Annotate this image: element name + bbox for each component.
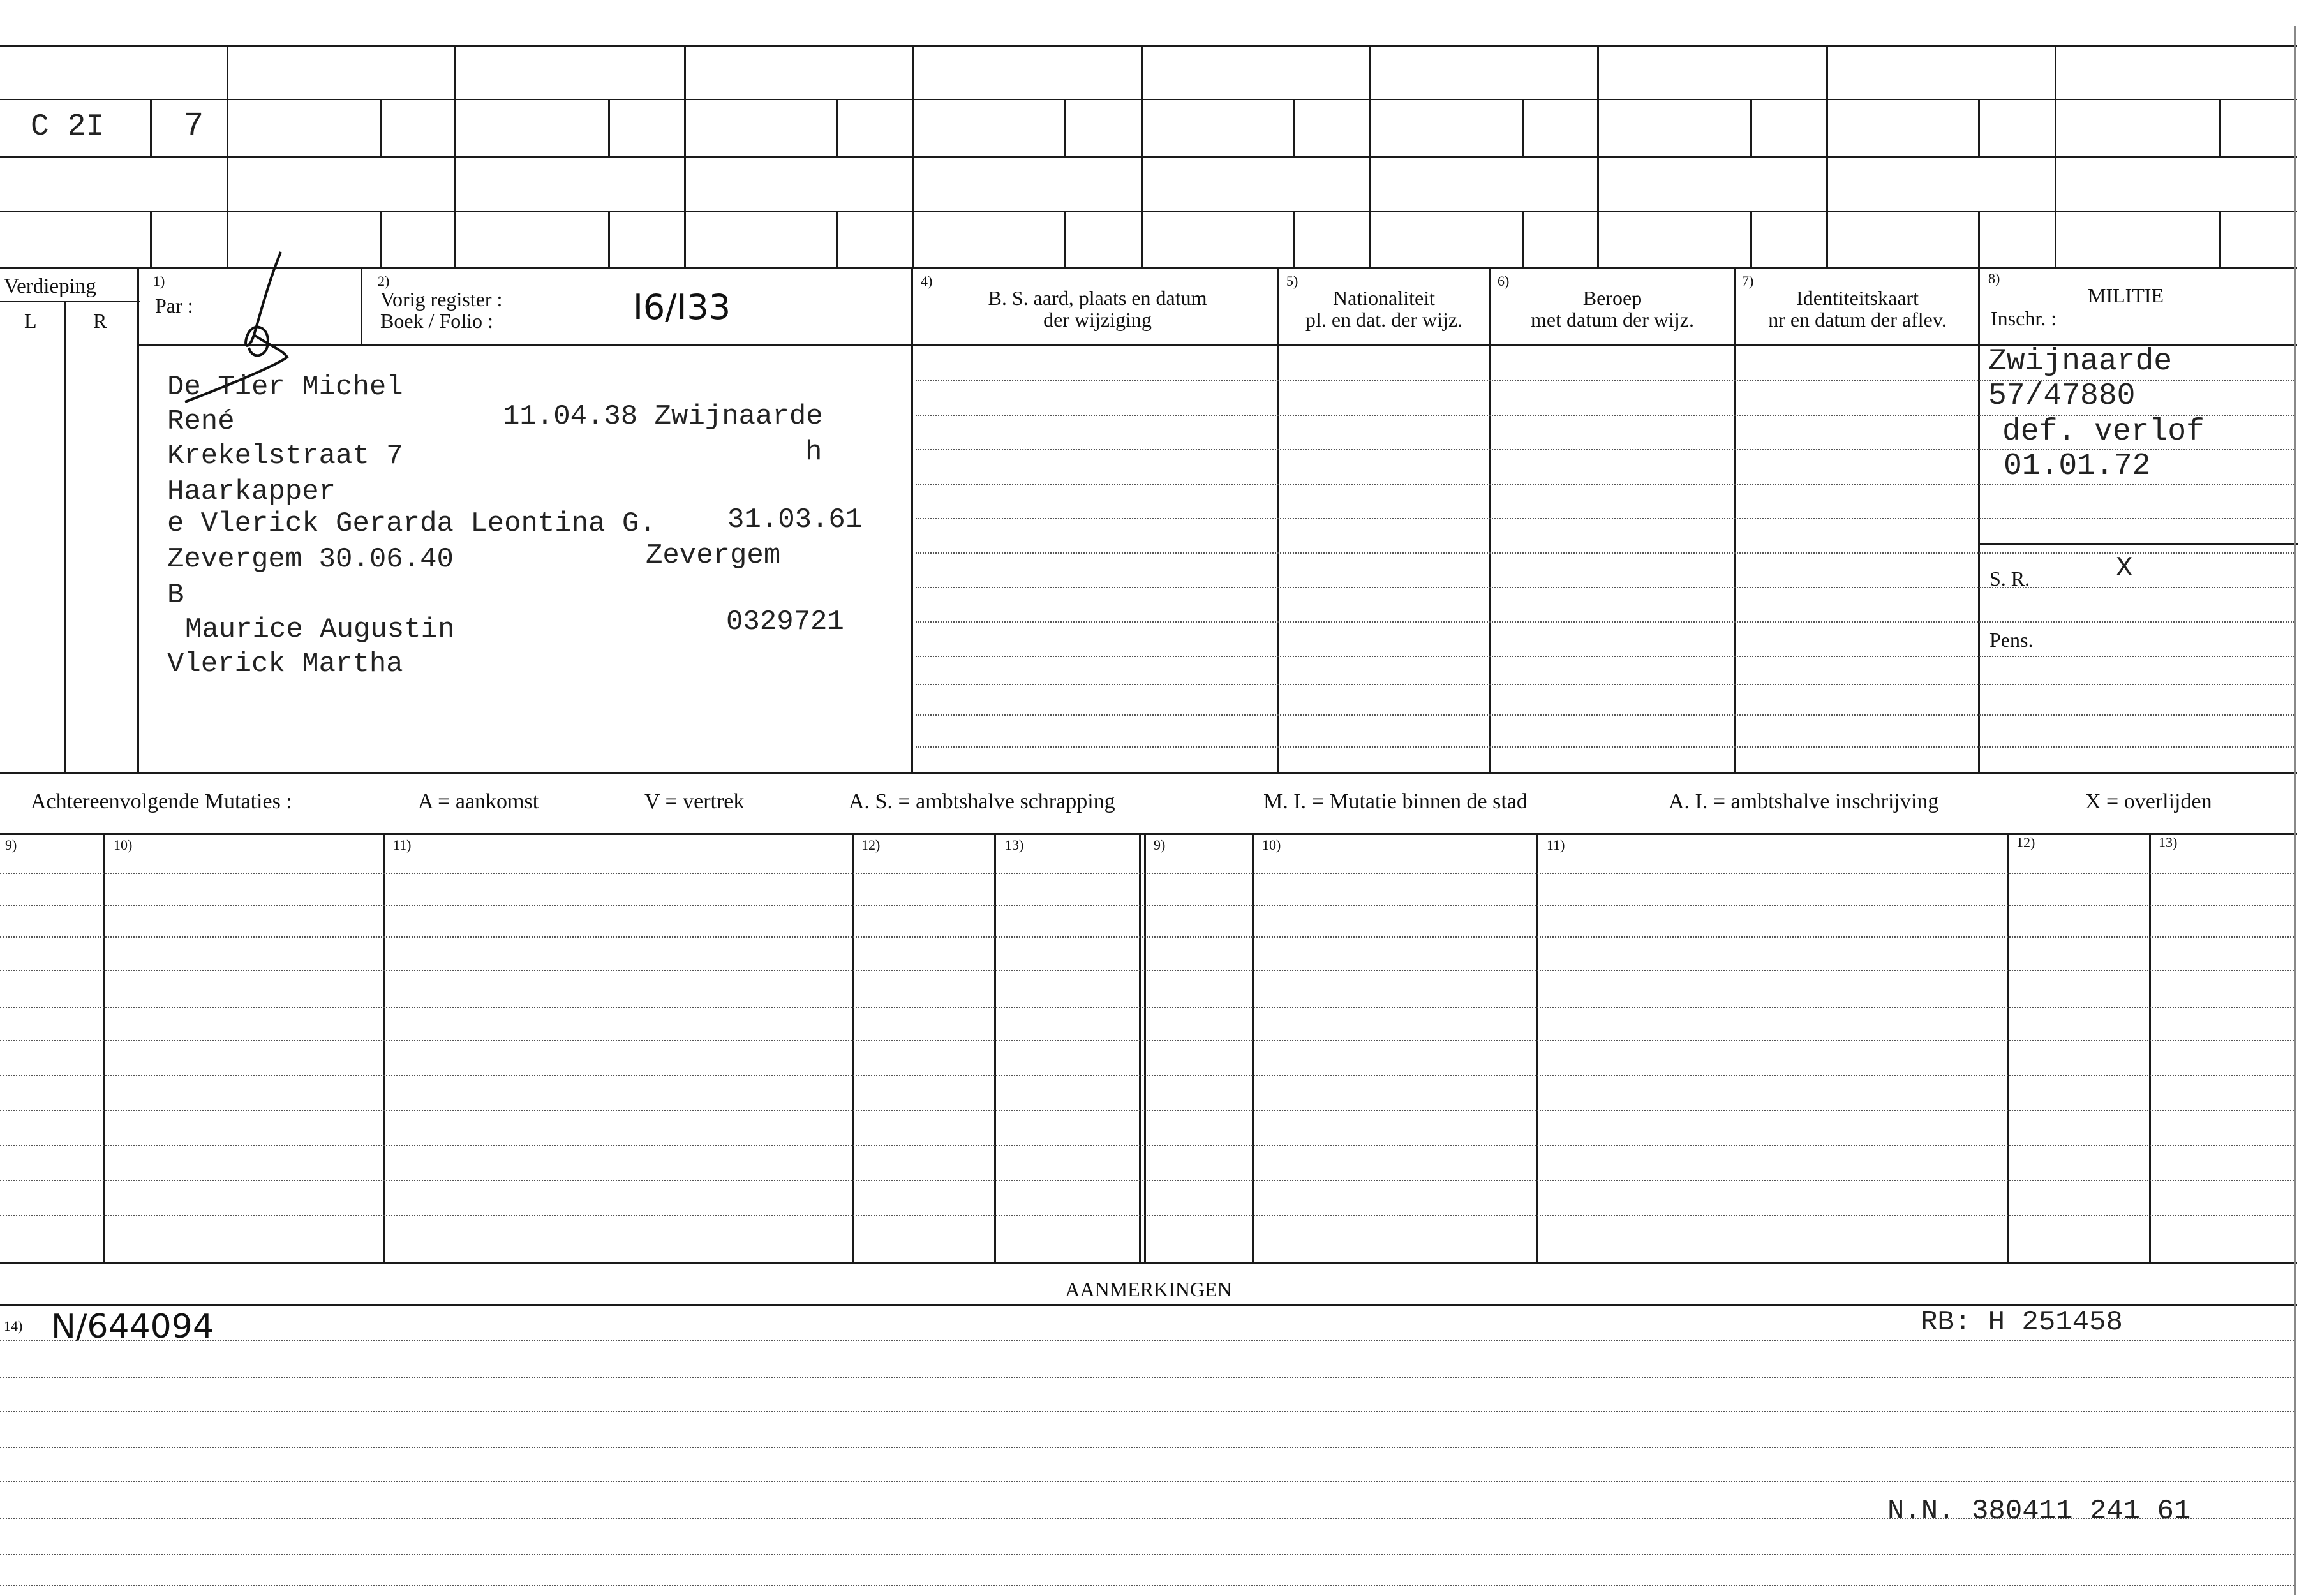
spouse: e Vlerick Gerarda Leontina G. <box>167 508 656 540</box>
rule <box>0 1411 2294 1412</box>
spouse-birth: Zevergem 30.06.40 <box>167 543 454 575</box>
reference-number: 0329721 <box>726 606 844 638</box>
status-letter: B <box>167 579 184 611</box>
mut-right-9: 9) <box>1154 837 1166 853</box>
rule <box>916 552 2294 554</box>
rule <box>1369 45 1371 268</box>
rule <box>994 833 996 1262</box>
rule <box>1139 833 1141 1262</box>
rule <box>608 99 610 156</box>
mut-left-9: 9) <box>5 837 17 853</box>
col7-title: Identiteitskaart <box>1796 286 1919 309</box>
col2-vorig-register: Vorig register : <box>380 288 503 311</box>
rule <box>1489 268 1491 772</box>
rule <box>0 1447 2294 1448</box>
rule <box>0 267 2297 269</box>
rule <box>916 484 2294 485</box>
rule <box>916 587 2294 588</box>
rule <box>1750 99 1752 156</box>
remarks-num: 14) <box>4 1318 23 1334</box>
rule <box>684 45 686 268</box>
militie-place: Zwijnaarde <box>1988 344 2173 379</box>
mut-left-10: 10) <box>114 837 133 853</box>
person-name: De Tier Michel <box>167 371 403 403</box>
militie-number: 57/47880 <box>1988 379 2136 413</box>
rule <box>0 1585 2294 1586</box>
legend-a: A = aankomst <box>418 790 539 813</box>
col4-subtitle: der wijziging <box>1043 308 1152 331</box>
mut-right-12: 12) <box>2016 834 2035 850</box>
rule <box>150 99 152 156</box>
legend-ai: A. I. = ambtshalve inschrijving <box>1669 790 1939 813</box>
rule <box>0 1215 2294 1216</box>
rule <box>1734 268 1736 772</box>
legend-v: V = vertrek <box>644 790 745 813</box>
rule <box>0 301 140 302</box>
mut-left-11: 11) <box>393 837 412 853</box>
legend-title: Achtereenvolgende Mutaties : <box>31 790 292 813</box>
rule <box>0 873 2294 874</box>
mut-right-11: 11) <box>1547 837 1565 853</box>
marriage-date: 31.03.61 <box>727 504 863 536</box>
rule <box>1522 211 1524 268</box>
rule <box>0 1145 2294 1146</box>
remarks-rb: RB: H 251458 <box>1921 1306 2123 1338</box>
rule <box>0 1040 2294 1041</box>
rule <box>0 772 2297 774</box>
rule <box>911 268 913 772</box>
rule <box>1750 211 1752 268</box>
verdieping-l: L <box>24 309 37 332</box>
mut-right-13: 13) <box>2159 834 2178 850</box>
rule <box>1979 543 2298 545</box>
rule <box>137 344 2297 346</box>
rule <box>454 45 456 268</box>
col5-num: 5) <box>1286 273 1298 289</box>
rule <box>64 301 66 773</box>
rule <box>0 1377 2294 1378</box>
rule <box>0 1110 2294 1111</box>
rule <box>103 833 105 1262</box>
col6-num: 6) <box>1498 273 1510 289</box>
previous-register-value: I6/I33 <box>633 287 731 327</box>
file-code: C 2I <box>31 110 105 144</box>
rule <box>2007 833 2009 1262</box>
rule <box>916 621 2294 623</box>
inschr-label: Inschr. : <box>1991 307 2057 330</box>
rule <box>0 1262 2297 1264</box>
rule <box>1978 268 1980 772</box>
col2-boek-folio: Boek / Folio : <box>380 309 493 332</box>
mut-left-12: 12) <box>861 837 881 853</box>
rule <box>1064 99 1066 156</box>
address: Krekelstraat 7 <box>167 440 403 472</box>
col4-num: 4) <box>921 273 933 289</box>
rule <box>916 746 2294 748</box>
rule <box>1293 211 1295 268</box>
spouse-place: Zevergem <box>646 540 781 572</box>
rule <box>0 970 2294 971</box>
col7-num: 7) <box>1742 273 1754 289</box>
rule <box>0 1481 2294 1482</box>
pens-label: Pens. <box>1989 628 2034 651</box>
rule <box>916 714 2294 716</box>
militie-status: def. verlof <box>2002 415 2205 449</box>
rule <box>0 1180 2294 1181</box>
remarks-nn: N.N. 380411 241 61 <box>1887 1495 2191 1527</box>
col1-num: 1) <box>153 273 165 289</box>
rule <box>916 656 2294 657</box>
rule <box>0 156 2297 158</box>
rule <box>1144 833 1146 1262</box>
rule <box>1141 45 1143 268</box>
legend-x: X = overlijden <box>2085 790 2212 813</box>
rule <box>0 1340 2294 1341</box>
father-name: Maurice Augustin <box>185 614 455 646</box>
rule <box>1978 211 1980 268</box>
rule <box>912 45 914 268</box>
sr-label: S. R. <box>1989 567 2030 590</box>
verdieping-r: R <box>93 309 107 332</box>
sr-value: X <box>2116 552 2133 584</box>
verdieping-label: Verdieping <box>4 275 96 298</box>
profession: Haarkapper <box>167 476 336 508</box>
rule <box>0 936 2294 938</box>
rule <box>608 211 610 268</box>
col2-num: 2) <box>378 273 390 289</box>
rule <box>1293 99 1295 156</box>
militie-date: 01.01.72 <box>2004 449 2151 484</box>
birth-date-place: 11.04.38 Zwijnaarde <box>503 401 823 432</box>
mother-name: Vlerick Martha <box>167 648 403 680</box>
rule <box>2149 833 2151 1262</box>
rule <box>383 833 385 1262</box>
page-edge <box>2294 26 2296 1595</box>
address-mark: h <box>805 436 822 468</box>
rule <box>137 268 139 344</box>
rule <box>0 905 2294 906</box>
col6-title: Beroep <box>1582 286 1642 309</box>
rule <box>2219 211 2221 268</box>
rule <box>916 518 2294 519</box>
rule <box>137 344 139 773</box>
rule <box>1536 833 1538 1262</box>
col4-title: B. S. aard, plaats en datum <box>988 286 1207 309</box>
rule <box>0 99 2297 100</box>
person-firstname: René <box>167 406 235 438</box>
remarks-nr: N/644094 <box>51 1308 214 1346</box>
legend-mi: M. I. = Mutatie binnen de stad <box>1263 790 1528 813</box>
col5-title: Nationaliteit <box>1333 286 1435 309</box>
rule <box>916 684 2294 685</box>
rule <box>2055 45 2056 268</box>
col1-par-label: Par : <box>155 294 193 317</box>
rule <box>0 211 2297 212</box>
rule <box>227 45 228 268</box>
rule <box>0 1304 2297 1306</box>
col8-num: 8) <box>1988 270 2000 286</box>
rule <box>0 1075 2294 1076</box>
rule <box>1826 45 1828 268</box>
rule <box>2219 99 2221 156</box>
rule <box>1252 833 1254 1262</box>
militie-label: MILITIE <box>2088 284 2164 307</box>
rule <box>836 211 838 268</box>
rule <box>836 99 838 156</box>
col5-subtitle: pl. en dat. der wijz. <box>1305 308 1463 331</box>
mut-right-10: 10) <box>1262 837 1281 853</box>
remarks-title: AANMERKINGEN <box>1065 1278 1232 1301</box>
col6-subtitle: met datum der wijz. <box>1531 308 1694 331</box>
rule <box>1597 45 1599 268</box>
rule <box>0 1007 2294 1008</box>
rule <box>0 1518 2294 1519</box>
rule <box>0 833 2297 835</box>
rule <box>1277 268 1279 772</box>
rule <box>1522 99 1524 156</box>
mut-left-13: 13) <box>1005 837 1024 853</box>
rule <box>361 268 362 344</box>
legend-as: A. S. = ambtshalve schrapping <box>849 790 1115 813</box>
rule <box>380 99 382 156</box>
rule <box>0 45 2297 47</box>
rule <box>1978 99 1980 156</box>
rule <box>0 1554 2294 1555</box>
rule <box>380 211 382 268</box>
rule <box>852 833 854 1262</box>
rule <box>150 211 152 268</box>
rule <box>1064 211 1066 268</box>
col7-subtitle: nr en datum der aflev. <box>1768 308 1947 331</box>
file-number: 7 <box>184 107 204 145</box>
